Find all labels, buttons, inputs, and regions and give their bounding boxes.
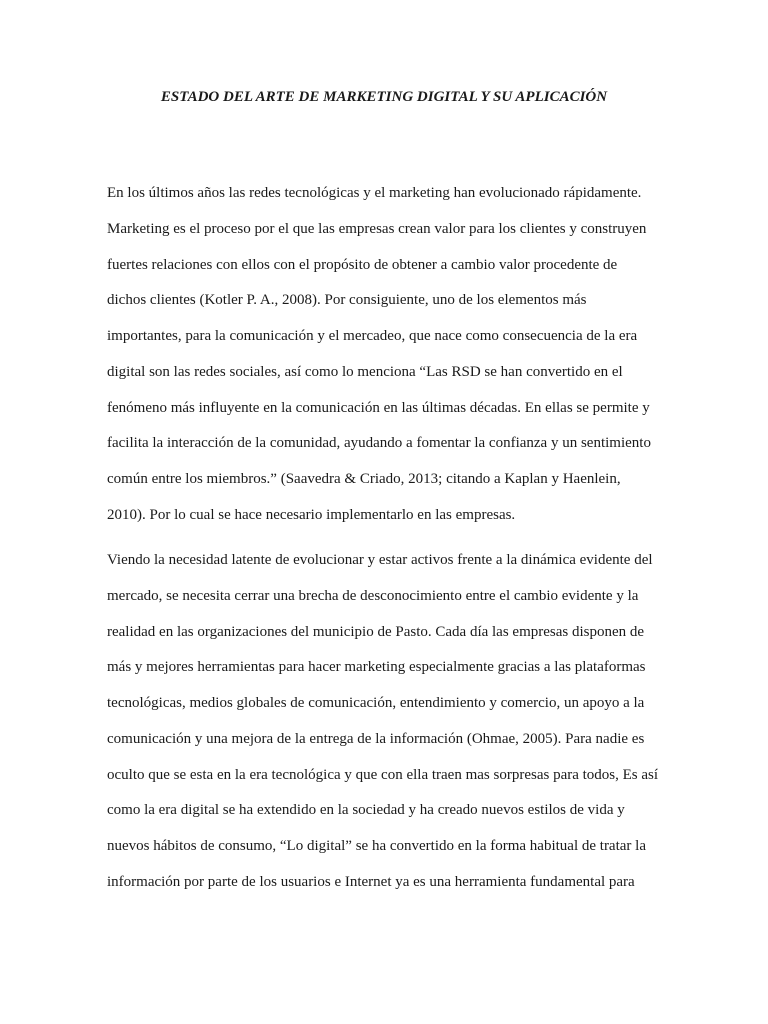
paragraph-1-line: dichos clientes (Kotler P. A., 2008). Por consiguiente, uno de los elementos más [107,292,587,308]
paragraph-2-line: mercado, se necesita cerrar una brecha de desconocimiento entre el cambio evidente y la [107,588,639,604]
paragraph-2-line: información por parte de los usuarios e Internet ya es una herramienta fundamental para [107,874,635,890]
paragraph-2-line: comunicación y una mejora de la entrega de la información (Ohmae, 2005). Para nadie es [107,731,645,747]
paragraph-1-line: común entre los miembros.” (Saavedra & Criado, 2013; citando a Kaplan y Haenlein, [107,471,621,487]
paragraph-1-line: fenómeno más influyente en la comunicación en las últimas décadas. En ellas se permite y [107,400,650,416]
paragraph-2-line: más y mejores herramientas para hacer marketing especialmente gracias a las plataformas [107,659,646,675]
paragraph-1-line: Marketing es el proceso por el que las empresas crean valor para los clientes y construyen [107,221,647,237]
paragraph-1-line: facilita la interacción de la comunidad, ayudando a fomentar la confianza y un sentimiento [107,435,651,451]
paragraph-1-line: fuertes relaciones con ellos con el propósito de obtener a cambio valor procedente de [107,257,618,273]
paragraph-2-line: oculto que se esta en la era tecnológica y que con ella traen mas sorpresas para todos, Es así [107,767,659,783]
paragraph-2-line: Viendo la necesidad latente de evolucionar y estar activos frente a la dinámica evidente del [107,552,653,568]
paragraph-2-line: nuevos hábitos de consumo, “Lo digital” se ha convertido en la forma habitual de tratar la [107,838,646,854]
paragraph-1-line: importantes, para la comunicación y el mercadeo, que nace como consecuencia de la era [107,328,638,344]
paragraph-2-line: como la era digital se ha extendido en la sociedad y ha creado nuevos estilos de vida y [107,802,625,818]
document-title: ESTADO DEL ARTE DE MARKETING DIGITAL Y SU APLICACIÓN [160,89,608,105]
paragraph-1-line: 2010). Por lo cual se hace necesario implementarlo en las empresas. [107,507,516,523]
paragraph-2-line: tecnológicas, medios globales de comunicación, entendimiento y comercio, un apoyo a la [107,695,645,711]
paragraph-1-line: digital son las redes sociales, así como lo menciona “Las RSD se han convertido en el [107,364,623,380]
paragraph-1-line: En los últimos años las redes tecnológicas y el marketing han evolucionado rápidamente. [107,185,642,201]
paragraph-2-line: realidad en las organizaciones del municipio de Pasto. Cada día las empresas disponen de [107,624,645,640]
